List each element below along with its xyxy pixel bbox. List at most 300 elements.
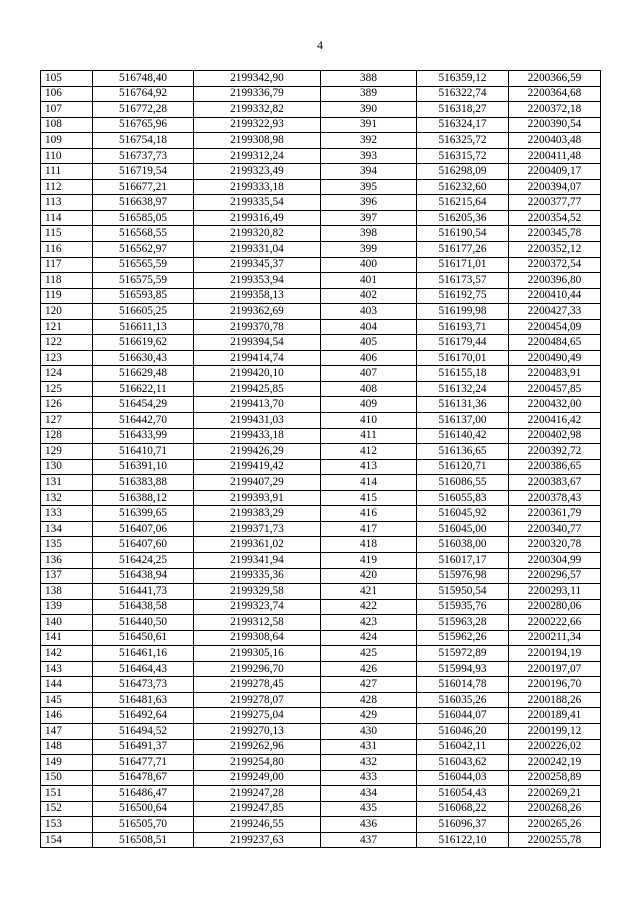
x-coordinate-cell: 516407,60: [93, 537, 194, 553]
y-coordinate-cell: 2199249,00: [194, 770, 321, 786]
point-number-cell: 406: [321, 350, 417, 366]
point-number-cell: 110: [41, 148, 93, 164]
table-row: [41, 817, 601, 833]
x-coordinate-cell: 516477,71: [93, 755, 194, 771]
point-number-cell: 118: [41, 273, 93, 289]
x-coordinate-cell: 516611,13: [93, 319, 194, 335]
table-row: [41, 646, 601, 662]
point-number-cell: 407: [321, 366, 417, 382]
point-number-cell: 402: [321, 288, 417, 304]
x-coordinate-cell: 516388,12: [93, 490, 194, 506]
x-coordinate-cell: 516322,74: [417, 86, 509, 102]
x-coordinate-cell: 516629,48: [93, 366, 194, 382]
y-coordinate-cell: 2200366,59: [509, 71, 601, 87]
table-row: [41, 521, 601, 537]
y-coordinate-cell: 2200296,57: [509, 568, 601, 584]
y-coordinate-cell: 2199275,04: [194, 708, 321, 724]
point-number-cell: 403: [321, 304, 417, 320]
y-coordinate-cell: 2199308,98: [194, 133, 321, 149]
point-number-cell: 143: [41, 661, 93, 677]
point-number-cell: 115: [41, 226, 93, 242]
x-coordinate-cell: 516383,88: [93, 475, 194, 491]
x-coordinate-cell: 516765,96: [93, 117, 194, 133]
y-coordinate-cell: 2199332,82: [194, 102, 321, 118]
x-coordinate-cell: 516492,64: [93, 708, 194, 724]
y-coordinate-cell: 2200411,48: [509, 148, 601, 164]
y-coordinate-cell: 2199312,24: [194, 148, 321, 164]
point-number-cell: 418: [321, 537, 417, 553]
x-coordinate-cell: 516399,65: [93, 506, 194, 522]
x-coordinate-cell: 516199,98: [417, 304, 509, 320]
x-coordinate-cell: 516315,72: [417, 148, 509, 164]
x-coordinate-cell: 516473,73: [93, 677, 194, 693]
y-coordinate-cell: 2199420,10: [194, 366, 321, 382]
y-coordinate-cell: 2199323,74: [194, 599, 321, 615]
y-coordinate-cell: 2200386,65: [509, 459, 601, 475]
x-coordinate-cell: 516491,37: [93, 739, 194, 755]
point-number-cell: 437: [321, 832, 417, 848]
y-coordinate-cell: 2199433,18: [194, 428, 321, 444]
y-coordinate-cell: 2200484,65: [509, 335, 601, 351]
y-coordinate-cell: 2199316,49: [194, 210, 321, 226]
y-coordinate-cell: 2199335,54: [194, 195, 321, 211]
y-coordinate-cell: 2200457,85: [509, 381, 601, 397]
x-coordinate-cell: 516638,97: [93, 195, 194, 211]
point-number-cell: 149: [41, 755, 93, 771]
point-number-cell: 138: [41, 584, 93, 600]
table-row: [41, 242, 601, 258]
point-number-cell: 113: [41, 195, 93, 211]
table-row: [41, 102, 601, 118]
x-coordinate-cell: 516424,25: [93, 552, 194, 568]
y-coordinate-cell: 2200410,44: [509, 288, 601, 304]
point-number-cell: 433: [321, 770, 417, 786]
table-row: [41, 506, 601, 522]
table-row: [41, 677, 601, 693]
point-number-cell: 435: [321, 801, 417, 817]
y-coordinate-cell: 2200269,21: [509, 786, 601, 802]
y-coordinate-cell: 2200354,52: [509, 210, 601, 226]
point-number-cell: 117: [41, 257, 93, 273]
x-coordinate-cell: 516140,42: [417, 428, 509, 444]
y-coordinate-cell: 2200377,77: [509, 195, 601, 211]
point-number-cell: 126: [41, 397, 93, 413]
x-coordinate-cell: 516045,00: [417, 521, 509, 537]
x-coordinate-cell: 516619,62: [93, 335, 194, 351]
table-row: [41, 444, 601, 460]
x-coordinate-cell: 516232,60: [417, 179, 509, 195]
y-coordinate-cell: 2200403,48: [509, 133, 601, 149]
x-coordinate-cell: 516055,83: [417, 490, 509, 506]
point-number-cell: 141: [41, 630, 93, 646]
x-coordinate-cell: 516575,59: [93, 273, 194, 289]
y-coordinate-cell: 2199322,93: [194, 117, 321, 133]
x-coordinate-cell: 516046,20: [417, 723, 509, 739]
table-row: [41, 381, 601, 397]
y-coordinate-cell: 2200196,70: [509, 677, 601, 693]
x-coordinate-cell: 516505,70: [93, 817, 194, 833]
x-coordinate-cell: 516205,36: [417, 210, 509, 226]
table-row: [41, 692, 601, 708]
x-coordinate-cell: 516438,58: [93, 599, 194, 615]
point-number-cell: 153: [41, 817, 93, 833]
table-row: [41, 537, 601, 553]
y-coordinate-cell: 2199407,29: [194, 475, 321, 491]
point-number-cell: 397: [321, 210, 417, 226]
table-row: [41, 755, 601, 771]
table-row: [41, 273, 601, 289]
y-coordinate-cell: 2199425,85: [194, 381, 321, 397]
x-coordinate-cell: 516407,06: [93, 521, 194, 537]
table-row: [41, 397, 601, 413]
point-number-cell: 419: [321, 552, 417, 568]
y-coordinate-cell: 2200188,26: [509, 692, 601, 708]
x-coordinate-cell: 516748,40: [93, 71, 194, 87]
x-coordinate-cell: 516170,01: [417, 350, 509, 366]
y-coordinate-cell: 2199345,37: [194, 257, 321, 273]
table-row: [41, 739, 601, 755]
point-number-cell: 151: [41, 786, 93, 802]
point-number-cell: 424: [321, 630, 417, 646]
table-row: [41, 350, 601, 366]
table-row: [41, 661, 601, 677]
point-number-cell: 431: [321, 739, 417, 755]
point-number-cell: 420: [321, 568, 417, 584]
x-coordinate-cell: 516215,64: [417, 195, 509, 211]
point-number-cell: 145: [41, 692, 93, 708]
table-row: [41, 832, 601, 848]
x-coordinate-cell: 516481,63: [93, 692, 194, 708]
y-coordinate-cell: 2200293,11: [509, 584, 601, 600]
y-coordinate-cell: 2199431,03: [194, 413, 321, 429]
y-coordinate-cell: 2199278,45: [194, 677, 321, 693]
x-coordinate-cell: 516131,36: [417, 397, 509, 413]
point-number-cell: 134: [41, 521, 93, 537]
y-coordinate-cell: 2200372,18: [509, 102, 601, 118]
x-coordinate-cell: 516478,67: [93, 770, 194, 786]
point-number-cell: 415: [321, 490, 417, 506]
x-coordinate-cell: 516044,07: [417, 708, 509, 724]
point-number-cell: 421: [321, 584, 417, 600]
point-number-cell: 396: [321, 195, 417, 211]
point-number-cell: 426: [321, 661, 417, 677]
coordinates-table: [40, 70, 601, 848]
table-row: [41, 552, 601, 568]
table-row: [41, 723, 601, 739]
point-number-cell: 146: [41, 708, 93, 724]
y-coordinate-cell: 2200392,72: [509, 444, 601, 460]
y-coordinate-cell: 2199383,29: [194, 506, 321, 522]
x-coordinate-cell: 516494,52: [93, 723, 194, 739]
y-coordinate-cell: 2200222,66: [509, 615, 601, 631]
table-row: [41, 288, 601, 304]
y-coordinate-cell: 2200432,00: [509, 397, 601, 413]
x-coordinate-cell: 516136,65: [417, 444, 509, 460]
x-coordinate-cell: 516325,72: [417, 133, 509, 149]
y-coordinate-cell: 2199333,18: [194, 179, 321, 195]
point-number-cell: 414: [321, 475, 417, 491]
y-coordinate-cell: 2199362,69: [194, 304, 321, 320]
x-coordinate-cell: 516568,55: [93, 226, 194, 242]
point-number-cell: 389: [321, 86, 417, 102]
y-coordinate-cell: 2199394,54: [194, 335, 321, 351]
point-number-cell: 412: [321, 444, 417, 460]
x-coordinate-cell: 516359,12: [417, 71, 509, 87]
point-number-cell: 391: [321, 117, 417, 133]
x-coordinate-cell: 516630,43: [93, 350, 194, 366]
x-coordinate-cell: 516442,70: [93, 413, 194, 429]
x-coordinate-cell: 516086,55: [417, 475, 509, 491]
point-number-cell: 148: [41, 739, 93, 755]
x-coordinate-cell: 515994,93: [417, 661, 509, 677]
y-coordinate-cell: 2199308,64: [194, 630, 321, 646]
table-row: [41, 490, 601, 506]
x-coordinate-cell: 516096,37: [417, 817, 509, 833]
point-number-cell: 106: [41, 86, 93, 102]
point-number-cell: 417: [321, 521, 417, 537]
point-number-cell: 152: [41, 801, 93, 817]
point-number-cell: 136: [41, 552, 93, 568]
x-coordinate-cell: 516120,71: [417, 459, 509, 475]
y-coordinate-cell: 2199323,49: [194, 164, 321, 180]
point-number-cell: 434: [321, 786, 417, 802]
point-number-cell: 120: [41, 304, 93, 320]
x-coordinate-cell: 516737,73: [93, 148, 194, 164]
point-number-cell: 425: [321, 646, 417, 662]
y-coordinate-cell: 2199254,80: [194, 755, 321, 771]
x-coordinate-cell: 516190,54: [417, 226, 509, 242]
y-coordinate-cell: 2199370,78: [194, 319, 321, 335]
x-coordinate-cell: 516410,71: [93, 444, 194, 460]
x-coordinate-cell: 516605,25: [93, 304, 194, 320]
table-row: [41, 164, 601, 180]
x-coordinate-cell: 516454,29: [93, 397, 194, 413]
point-number-cell: 399: [321, 242, 417, 258]
table-row: [41, 770, 601, 786]
x-coordinate-cell: 515976,98: [417, 568, 509, 584]
x-coordinate-cell: 516486,47: [93, 786, 194, 802]
point-number-cell: 105: [41, 71, 93, 87]
point-number-cell: 398: [321, 226, 417, 242]
x-coordinate-cell: 516719,54: [93, 164, 194, 180]
point-number-cell: 422: [321, 599, 417, 615]
point-number-cell: 119: [41, 288, 93, 304]
y-coordinate-cell: 2199419,42: [194, 459, 321, 475]
point-number-cell: 108: [41, 117, 93, 133]
y-coordinate-cell: 2200383,67: [509, 475, 601, 491]
x-coordinate-cell: 515963,28: [417, 615, 509, 631]
y-coordinate-cell: 2200361,79: [509, 506, 601, 522]
point-number-cell: 411: [321, 428, 417, 444]
point-number-cell: 112: [41, 179, 93, 195]
y-coordinate-cell: 2199426,29: [194, 444, 321, 460]
point-number-cell: 116: [41, 242, 93, 258]
y-coordinate-cell: 2199296,70: [194, 661, 321, 677]
table-row: [41, 133, 601, 149]
x-coordinate-cell: 516593,85: [93, 288, 194, 304]
x-coordinate-cell: 515950,54: [417, 584, 509, 600]
x-coordinate-cell: 516044,03: [417, 770, 509, 786]
y-coordinate-cell: 2200378,43: [509, 490, 601, 506]
point-number-cell: 393: [321, 148, 417, 164]
table-row: [41, 195, 601, 211]
x-coordinate-cell: 516754,18: [93, 133, 194, 149]
table-row: [41, 71, 601, 87]
y-coordinate-cell: 2199320,82: [194, 226, 321, 242]
point-number-cell: 423: [321, 615, 417, 631]
point-number-cell: 142: [41, 646, 93, 662]
y-coordinate-cell: 2200268,26: [509, 801, 601, 817]
x-coordinate-cell: 516177,26: [417, 242, 509, 258]
y-coordinate-cell: 2199393,91: [194, 490, 321, 506]
x-coordinate-cell: 516171,01: [417, 257, 509, 273]
x-coordinate-cell: 516772,28: [93, 102, 194, 118]
y-coordinate-cell: 2200194,19: [509, 646, 601, 662]
x-coordinate-cell: 516045,92: [417, 506, 509, 522]
point-number-cell: 401: [321, 273, 417, 289]
point-number-cell: 125: [41, 381, 93, 397]
point-number-cell: 150: [41, 770, 93, 786]
y-coordinate-cell: 2200390,54: [509, 117, 601, 133]
point-number-cell: 129: [41, 444, 93, 460]
table-row: [41, 475, 601, 491]
x-coordinate-cell: 516562,97: [93, 242, 194, 258]
y-coordinate-cell: 2200402,98: [509, 428, 601, 444]
coordinates-table-body: [41, 71, 601, 848]
y-coordinate-cell: 2199247,85: [194, 801, 321, 817]
x-coordinate-cell: 516193,71: [417, 319, 509, 335]
point-number-cell: 131: [41, 475, 93, 491]
table-row: [41, 319, 601, 335]
point-number-cell: 147: [41, 723, 93, 739]
point-number-cell: 428: [321, 692, 417, 708]
x-coordinate-cell: 516318,27: [417, 102, 509, 118]
y-coordinate-cell: 2200427,33: [509, 304, 601, 320]
point-number-cell: 410: [321, 413, 417, 429]
table-row: [41, 801, 601, 817]
table-row: [41, 226, 601, 242]
point-number-cell: 430: [321, 723, 417, 739]
point-number-cell: 139: [41, 599, 93, 615]
y-coordinate-cell: 2199414,74: [194, 350, 321, 366]
table-row: [41, 86, 601, 102]
point-number-cell: 413: [321, 459, 417, 475]
y-coordinate-cell: 2199270,13: [194, 723, 321, 739]
x-coordinate-cell: 516764,92: [93, 86, 194, 102]
page-number: 4: [317, 38, 323, 52]
x-coordinate-cell: 516622,11: [93, 381, 194, 397]
table-row: [41, 786, 601, 802]
x-coordinate-cell: 516192,75: [417, 288, 509, 304]
point-number-cell: 111: [41, 164, 93, 180]
y-coordinate-cell: 2200242,19: [509, 755, 601, 771]
y-coordinate-cell: 2200364,68: [509, 86, 601, 102]
point-number-cell: 107: [41, 102, 93, 118]
x-coordinate-cell: 516137,00: [417, 413, 509, 429]
table-row: [41, 304, 601, 320]
point-number-cell: 135: [41, 537, 93, 553]
x-coordinate-cell: 516441,73: [93, 584, 194, 600]
point-number-cell: 144: [41, 677, 93, 693]
x-coordinate-cell: 516054,43: [417, 786, 509, 802]
point-number-cell: 427: [321, 677, 417, 693]
x-coordinate-cell: 516122,10: [417, 832, 509, 848]
y-coordinate-cell: 2200189,41: [509, 708, 601, 724]
y-coordinate-cell: 2200352,12: [509, 242, 601, 258]
y-coordinate-cell: 2199361,02: [194, 537, 321, 553]
y-coordinate-cell: 2200258,89: [509, 770, 601, 786]
y-coordinate-cell: 2199413,70: [194, 397, 321, 413]
y-coordinate-cell: 2200211,34: [509, 630, 601, 646]
y-coordinate-cell: 2200409,17: [509, 164, 601, 180]
x-coordinate-cell: 516508,51: [93, 832, 194, 848]
point-number-cell: 133: [41, 506, 93, 522]
y-coordinate-cell: 2199329,58: [194, 584, 321, 600]
x-coordinate-cell: 516438,94: [93, 568, 194, 584]
table-row: [41, 428, 601, 444]
y-coordinate-cell: 2200416,42: [509, 413, 601, 429]
point-number-cell: 432: [321, 755, 417, 771]
point-number-cell: 429: [321, 708, 417, 724]
table-row: [41, 366, 601, 382]
table-row: [41, 335, 601, 351]
point-number-cell: 436: [321, 817, 417, 833]
table-row: [41, 117, 601, 133]
x-coordinate-cell: 516132,24: [417, 381, 509, 397]
y-coordinate-cell: 2199262,96: [194, 739, 321, 755]
y-coordinate-cell: 2200340,77: [509, 521, 601, 537]
x-coordinate-cell: 515972,89: [417, 646, 509, 662]
y-coordinate-cell: 2199342,90: [194, 71, 321, 87]
x-coordinate-cell: 516565,59: [93, 257, 194, 273]
y-coordinate-cell: 2200490,49: [509, 350, 601, 366]
table-row: [41, 179, 601, 195]
y-coordinate-cell: 2199331,04: [194, 242, 321, 258]
y-coordinate-cell: 2199312,58: [194, 615, 321, 631]
x-coordinate-cell: 516391,10: [93, 459, 194, 475]
point-number-cell: 121: [41, 319, 93, 335]
x-coordinate-cell: 515962,26: [417, 630, 509, 646]
y-coordinate-cell: 2200280,06: [509, 599, 601, 615]
y-coordinate-cell: 2199371,73: [194, 521, 321, 537]
y-coordinate-cell: 2199358,13: [194, 288, 321, 304]
point-number-cell: 130: [41, 459, 93, 475]
table-row: [41, 210, 601, 226]
y-coordinate-cell: 2199353,94: [194, 273, 321, 289]
x-coordinate-cell: 516038,00: [417, 537, 509, 553]
point-number-cell: 394: [321, 164, 417, 180]
y-coordinate-cell: 2199246,55: [194, 817, 321, 833]
x-coordinate-cell: 516585,05: [93, 210, 194, 226]
x-coordinate-cell: 515935,76: [417, 599, 509, 615]
y-coordinate-cell: 2199305,16: [194, 646, 321, 662]
table-row: [41, 708, 601, 724]
point-number-cell: 404: [321, 319, 417, 335]
x-coordinate-cell: 516043,62: [417, 755, 509, 771]
y-coordinate-cell: 2200265,26: [509, 817, 601, 833]
table-row: [41, 630, 601, 646]
y-coordinate-cell: 2200226,02: [509, 739, 601, 755]
x-coordinate-cell: 516324,17: [417, 117, 509, 133]
point-number-cell: 137: [41, 568, 93, 584]
point-number-cell: 405: [321, 335, 417, 351]
x-coordinate-cell: 516440,50: [93, 615, 194, 631]
table-row: [41, 568, 601, 584]
table-row: [41, 459, 601, 475]
table-row: [41, 599, 601, 615]
y-coordinate-cell: 2200394,07: [509, 179, 601, 195]
y-coordinate-cell: 2200345,78: [509, 226, 601, 242]
